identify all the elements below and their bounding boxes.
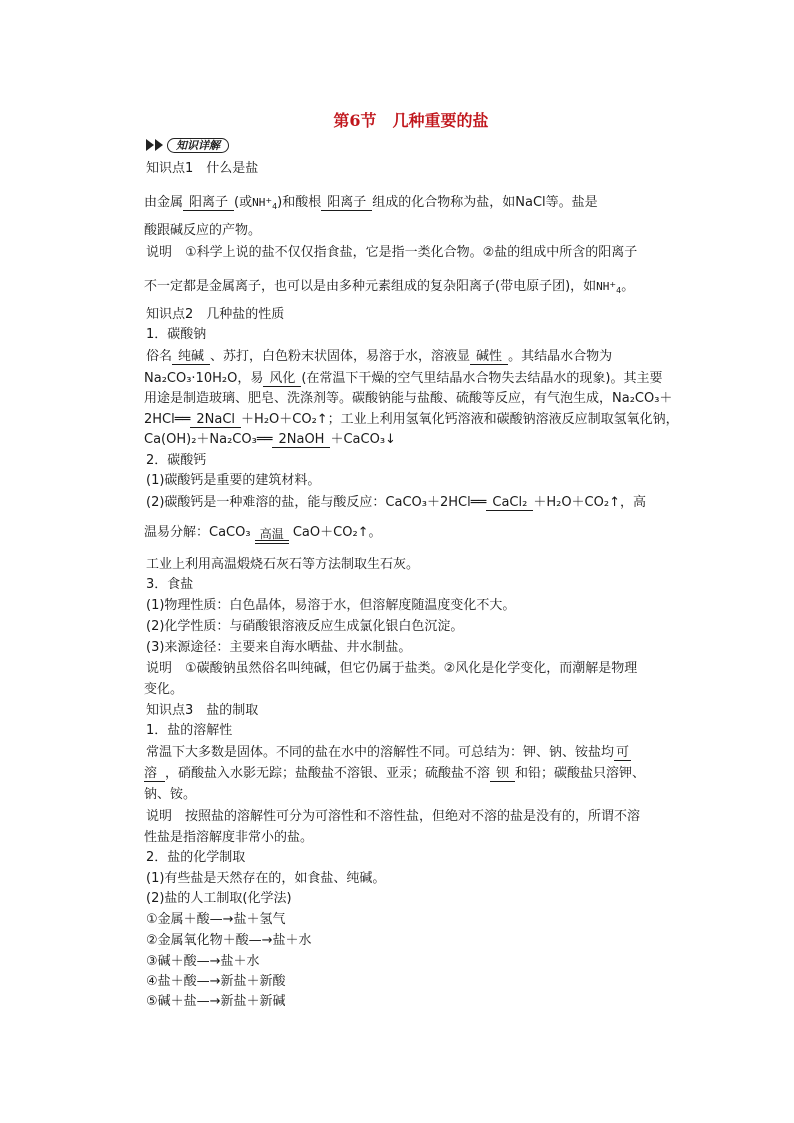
blank-answer: 溶: [144, 766, 165, 782]
reaction-item: ⑤碱＋盐—→新盐＋新碱: [146, 994, 286, 1009]
badge-label: 知识详解: [167, 138, 229, 153]
page-title: 第6节 几种重要的盐: [333, 111, 489, 130]
arrow-icon: [146, 139, 154, 151]
blank-answer: 钡: [490, 766, 515, 782]
kp2-note2: 变化。: [144, 682, 184, 697]
blank-answer: 可: [616, 745, 630, 760]
kp2-c4: 工业上利用高温煅烧石灰石等方法制取生石灰。: [146, 557, 420, 572]
kp2-heading: 知识点2 几种盐的性质: [146, 307, 285, 322]
reaction-item: ②金属氧化物＋酸—→盐＋水: [146, 933, 312, 948]
kp3-sub1: 1．盐的溶解性: [146, 723, 233, 738]
blank-answer: 阳离子: [183, 195, 234, 211]
blank-answer: 2NaOH: [272, 432, 330, 448]
kp2-c3: 温易分解：CaCO₃ 高温 CaO＋CO₂↑。: [144, 524, 382, 544]
blank-answer: CaCl₂: [486, 495, 533, 511]
kp3-e1: 常温下大多数是固体。不同的盐在水中的溶解性不同。可总结为：钾、钠、铵盐均 可: [146, 745, 630, 760]
reaction-item: ①金属＋酸—→盐＋氢气: [146, 912, 286, 927]
section-badge: [146, 137, 229, 153]
blank-answer: 碱性: [470, 349, 508, 365]
reaction-item: ④盐＋酸—→新盐＋新酸: [146, 974, 286, 989]
kp2-d1: (1)物理性质：白色晶体，易溶于水，但溶解度随温度变化不大。: [146, 598, 516, 613]
kp2-sub3: 3．食盐: [146, 577, 194, 592]
blank-answer: 风化: [263, 371, 301, 387]
kp2-p4: 2HCl══ 2NaCl ＋H₂O＋CO₂↑；工业上利用氢氧化钙溶液和碳酸钠溶液反应制取氢氧化钠，: [144, 412, 679, 427]
kp2-c2: (2)碳酸钙是一种难溶的盐，能与酸反应：CaCO₃＋2HCl══ CaCl₂ ＋H₂O＋CO₂↑，高: [146, 495, 646, 510]
kp3-f1: (1)有些盐是天然存在的，如食盐、纯碱。: [146, 871, 386, 886]
arrow-icon: [155, 139, 163, 151]
kp2-c1: (1)碳酸钙是重要的建筑材料。: [146, 473, 321, 488]
kp3-heading: 知识点3 盐的制取: [146, 703, 259, 718]
reaction-condition: 高温: [255, 528, 289, 544]
kp2-p5: Ca(OH)₂＋Na₂CO₃══ 2NaOH ＋CaCO₃↓: [144, 432, 396, 447]
kp2-d2: (2)化学性质：与硝酸银溶液反应生成氯化银白色沉淀。: [146, 619, 464, 634]
kp2-p3: 用途是制造玻璃、肥皂、洗涤剂等。碳酸钠能与盐酸、硫酸等反应，有气泡生成，Na₂CO₃＋: [144, 391, 673, 406]
kp1-line2: 酸跟碱反应的产物。: [144, 223, 262, 238]
kp1-line1: 由金属 阳离子 (或$NH_{+4}$)和酸根 阳离子 组成的化合物称为盐，如NaCl等。盐是: [144, 195, 598, 211]
kp3-note1: 说明 按照盐的溶解性可分为可溶性和不溶性盐，但绝对不溶的盐是没有的，所谓不溶: [146, 809, 641, 824]
kp2-p1: 俗名 纯碱 、苏打，白色粉末状固体，易溶于水，溶液显 碱性 。其结晶水合物为: [146, 349, 613, 364]
kp3-f2: (2)盐的人工制取(化学法): [146, 891, 292, 906]
kp1-note1: 说明 ①科学上说的盐不仅仅指食盐，它是指一类化合物。②盐的组成中所含的阳离子: [146, 245, 638, 260]
kp1-note2: 不一定都是金属离子，也可以是由多种元素组成的复杂阳离子(带电原子团)，如$NH_{+4}$。: [144, 279, 635, 295]
blank-answer: 阳离子: [321, 195, 372, 211]
kp2-p2: Na₂CO₃·10H₂O，易 风化 (在常温下干燥的空气里结晶水合物失去结晶水的现象)。其主要: [144, 371, 663, 386]
kp3-sub2: 2．盐的化学制取: [146, 850, 246, 865]
kp3-e3: 钠、铵。: [144, 787, 197, 802]
kp3-note2: 性盐是指溶解度非常小的盐。: [144, 830, 314, 845]
kp2-d3: (3)来源途径：主要来自海水晒盐、井水制盐。: [146, 640, 412, 655]
kp2-sub2: 2．碳酸钙: [146, 453, 207, 468]
kp2-sub1: 1．碳酸钠: [146, 327, 207, 342]
kp2-note1: 说明 ①碳酸钠虽然俗名叫纯碱，但它仍属于盐类。②风化是化学变化，而潮解是物理: [146, 661, 638, 676]
reaction-item: ③碱＋酸—→盐＋水: [146, 954, 260, 969]
kp3-e2: 溶 ，硝酸盐入水影无踪；盐酸盐不溶银、亚汞；硫酸盐不溶 钡 和铅；碳酸盐只溶钾、: [144, 766, 646, 781]
kp1-heading: 知识点1 什么是盐: [146, 161, 259, 176]
blank-answer: 纯碱: [172, 349, 210, 365]
blank-answer: 2NaCl: [190, 412, 241, 428]
